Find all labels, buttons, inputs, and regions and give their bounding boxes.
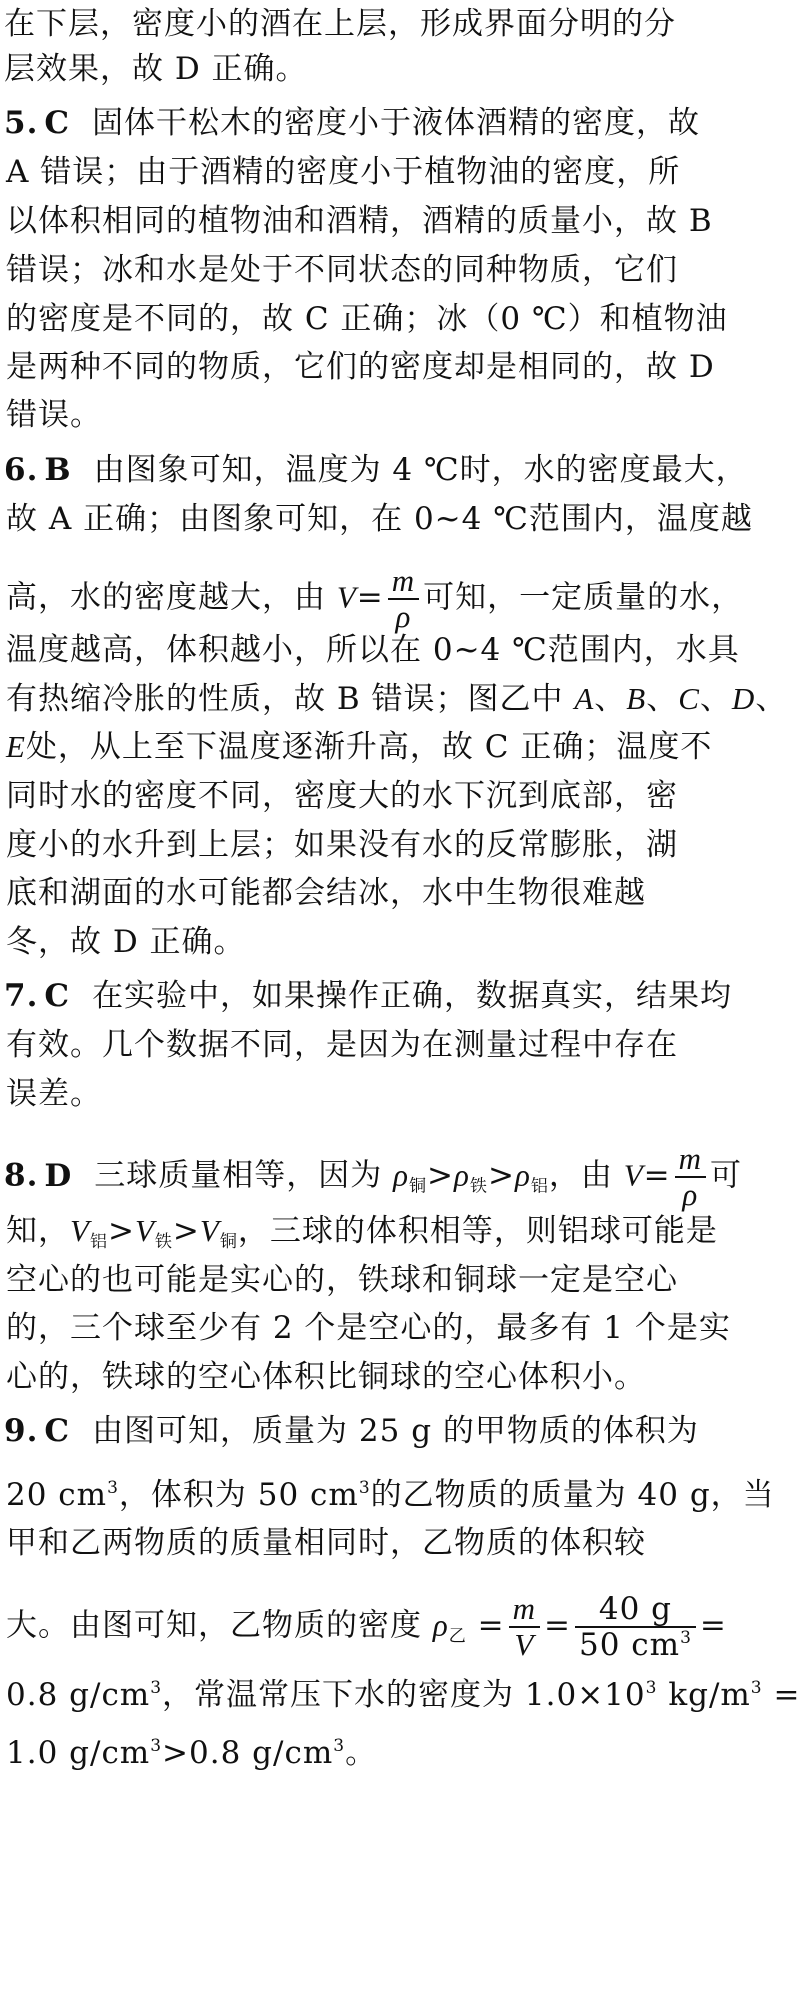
formula-op: >: [172, 1213, 200, 1249]
superscript: 3: [358, 1478, 371, 1498]
formula-var: m: [512, 1591, 537, 1626]
text-line: [6, 1260, 700, 1300]
text-line: [6, 1025, 700, 1065]
item-number: 6.: [4, 452, 39, 488]
text-line: [6, 563, 744, 635]
subscript: 铜: [409, 1176, 428, 1197]
text: 。: [345, 1734, 378, 1771]
text-line: [6, 776, 700, 816]
frac-numerator: [675, 1142, 706, 1178]
label-var: D: [731, 681, 756, 716]
text: ，三球的体积相等，则铝球可能是: [237, 1213, 718, 1249]
text-line: [6, 727, 713, 767]
frac-denominator: [509, 1628, 540, 1662]
answer-item-5: [4, 103, 700, 143]
sep: 、: [699, 681, 732, 717]
text: 在实验中，如果操作正确，数据真实，结果均: [92, 978, 733, 1014]
subscript: 铁: [469, 1176, 488, 1197]
text: 的，三个球至少有 2 个是空心的，最多有 1 个是实: [6, 1310, 731, 1346]
formula-fraction: [509, 1592, 540, 1662]
formula-var: ρ: [432, 1607, 449, 1643]
text-line: [6, 152, 700, 192]
text: ，体积为 50 cm: [118, 1476, 359, 1513]
frac-numerator: [509, 1592, 540, 1628]
label-var: A: [574, 681, 595, 716]
formula-var: V: [336, 579, 357, 615]
formula-var: ρ: [393, 1157, 410, 1193]
text: 度小的水升到上层；如果没有水的反常膨胀，湖: [6, 827, 678, 863]
text-line: [6, 1308, 731, 1348]
text: 的乙物质的质量为 40 g，当: [370, 1476, 775, 1513]
text: 大。由图可知，乙物质的密度: [6, 1607, 422, 1644]
formula-var: V: [70, 1213, 90, 1248]
text-line: [6, 201, 713, 241]
text-line: [6, 1591, 727, 1664]
subscript: 铁: [154, 1231, 173, 1252]
formula-var: V: [134, 1213, 155, 1248]
text: 同时水的密度不同，密度大的水下沉到底部，密: [6, 778, 678, 814]
text-line: [6, 1074, 700, 1114]
formula-op: >: [427, 1157, 455, 1194]
formula-eq: =: [544, 1607, 571, 1644]
text-line: [4, 4, 700, 44]
text: >0.8 g/cm: [162, 1734, 334, 1771]
formula-var: ρ: [514, 1157, 531, 1193]
text: 0.8 g/cm: [6, 1676, 151, 1713]
text: 三球质量相等，因为: [94, 1157, 383, 1194]
answer-letter: D: [44, 1157, 73, 1194]
superscript: 3: [750, 1678, 763, 1698]
text: 错误；冰和水是处于不同状态的同种物质，它们: [6, 252, 678, 288]
text-line: [4, 49, 700, 89]
text: 有效。几个数据不同，是因为在测量过程中存在: [6, 1027, 678, 1063]
formula-op: >: [107, 1213, 135, 1249]
text: 错误。: [6, 397, 102, 433]
label-var: C: [678, 681, 700, 716]
sep: 、: [594, 681, 627, 717]
text-line: [6, 347, 715, 387]
text-line: [6, 1523, 700, 1563]
text-line: [6, 1357, 700, 1397]
text-line: [6, 250, 700, 290]
text: 有热缩冷胀的性质，故 B 错误；图乙中: [6, 681, 564, 717]
text: 温度越高，体积越小，所以在 0~4 ℃范围内，水具: [6, 632, 740, 668]
answer-letter: C: [44, 978, 71, 1014]
frac-numerator: 40 g: [575, 1592, 696, 1628]
text: 心的，铁球的空心体积比铜球的空心体积小。: [6, 1359, 646, 1395]
text: 知，: [6, 1213, 70, 1249]
text: 误差。: [6, 1076, 102, 1112]
text: 高，水的密度越大，由: [6, 579, 326, 616]
text: 由图象可知，温度为 4 ℃时，水的密度最大，: [93, 452, 748, 488]
text: 50 cm: [579, 1627, 681, 1664]
formula-eq: =: [643, 1157, 671, 1194]
text-line: [6, 1726, 700, 1773]
text: ，由: [548, 1157, 613, 1194]
text: 可知，一定质量的水，: [423, 579, 744, 616]
text-line: [6, 873, 700, 913]
label-var: E: [6, 729, 26, 764]
text: 故 A 正确；由图象可知，在 0~4 ℃范围内，温度越: [6, 501, 753, 537]
text: kg/m: [657, 1676, 751, 1713]
superscript: 3: [333, 1736, 346, 1756]
formula-var: m: [678, 1141, 703, 1176]
text-line: [6, 299, 728, 339]
text: 1.0 g/cm: [6, 1734, 151, 1771]
text: A 错误；由于酒精的密度小于植物油的密度，所: [6, 154, 681, 190]
formula-var: V: [623, 1157, 644, 1193]
subscript: 铝: [530, 1176, 549, 1197]
answer-item-8: [4, 1141, 743, 1213]
answer-letter: B: [44, 452, 72, 488]
text: 甲和乙两物质的质量相同时，乙物质的体积较: [6, 1525, 646, 1561]
formula-var: V: [514, 1627, 535, 1663]
text: 在下层，密度小的酒在上层，形成界面分明的分: [4, 6, 676, 42]
text-line: [6, 630, 740, 670]
superscript: 3: [645, 1678, 658, 1698]
superscript: 3: [680, 1628, 692, 1649]
text: 空心的也可能是实心的，铁球和铜球一定是空心: [6, 1262, 678, 1298]
superscript: 3: [150, 1678, 163, 1698]
formula-var: ρ: [395, 599, 412, 635]
text-line: [6, 679, 788, 719]
text-line: [6, 1211, 718, 1262]
text: ，常温常压下水的密度为 1.0×10: [162, 1676, 646, 1713]
frac-numerator: [388, 564, 419, 600]
item-number: 8.: [4, 1157, 39, 1194]
text: 的密度是不同的，故 C 正确；冰（0 ℃）和植物油: [6, 301, 728, 337]
text-line: [6, 825, 700, 865]
formula-op: >: [487, 1157, 515, 1194]
answer-item-6: [4, 450, 748, 490]
sep: 、: [646, 681, 679, 717]
text-line: [6, 395, 700, 435]
formula-var: V: [199, 1213, 220, 1248]
frac-denominator: [675, 1178, 706, 1212]
text: 层效果，故 D 正确。: [4, 51, 308, 87]
formula-var: ρ: [682, 1177, 699, 1213]
subscript: 铜: [219, 1231, 238, 1252]
text: 是两种不同的物质，它们的密度却是相同的，故 D: [6, 349, 715, 385]
formula-var: m: [391, 563, 416, 598]
subscript: 铝: [89, 1231, 108, 1252]
superscript: 3: [107, 1478, 119, 1498]
frac-denominator: [575, 1628, 696, 1662]
formula-eq: =: [356, 579, 384, 616]
formula-fraction: [388, 564, 419, 634]
text: =: [762, 1676, 800, 1713]
item-number: 7.: [4, 978, 39, 1014]
answer-letter: C: [44, 1413, 71, 1449]
label-var: B: [626, 681, 647, 716]
formula-fraction: [575, 1592, 696, 1662]
text-line: [6, 1468, 775, 1515]
answer-item-7: [4, 976, 733, 1016]
subscript: 乙: [448, 1626, 467, 1647]
text: 可: [710, 1157, 743, 1194]
text: 由图可知，质量为 25 g 的甲物质的体积为: [92, 1413, 699, 1449]
text: 底和湖面的水可能都会结冰，水中生物很难越: [6, 875, 646, 911]
sep: 、: [755, 681, 788, 717]
formula-eq: =: [699, 1607, 727, 1644]
formula-var: ρ: [454, 1157, 470, 1193]
item-number: 5.: [4, 105, 39, 141]
text-line: [6, 499, 753, 539]
formula-eq: =: [477, 1607, 505, 1644]
text: 20 cm: [6, 1476, 108, 1513]
answer-item-9: [4, 1411, 700, 1451]
text: 冬，故 D 正确。: [6, 924, 246, 960]
text-line: [6, 1668, 800, 1715]
superscript: 3: [150, 1736, 163, 1756]
item-number: 9.: [4, 1413, 39, 1449]
text: 以体积相同的植物油和酒精，酒精的质量小，故 B: [6, 203, 713, 239]
text: 处，从上至下温度逐渐升高，故 C 正确；温度不: [25, 729, 713, 765]
answer-letter: C: [44, 105, 71, 141]
text-line: [6, 922, 700, 962]
formula-fraction: [675, 1142, 706, 1212]
text: 固体干松木的密度小于液体酒精的密度，故: [92, 105, 701, 141]
